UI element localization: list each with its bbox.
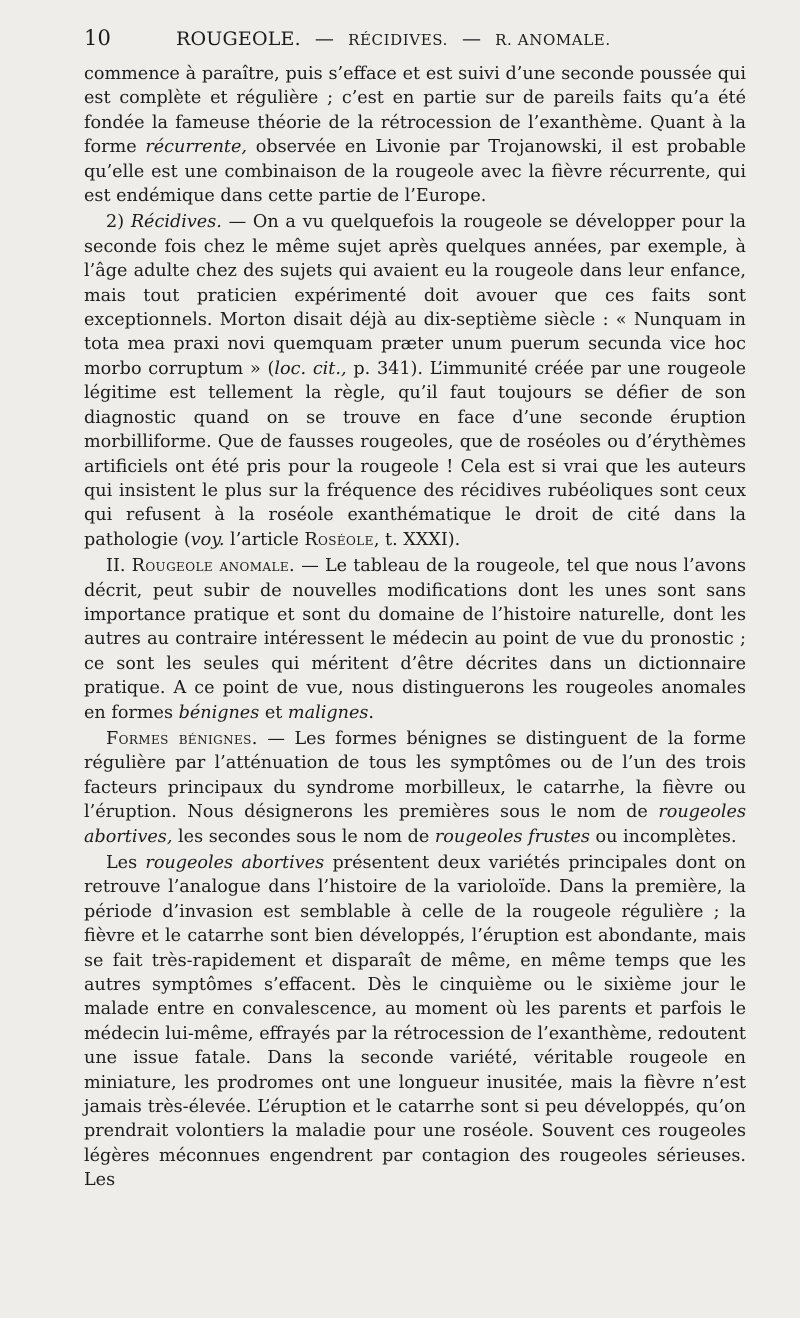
paragraph-recidives: 2) Récidives. — On a vu quelquefois la rougeole se développer pour la seconde fois chez le même sujet après quelques années, par exemple, à l’âge adulte chez des sujets qui avaient eu la rougeole dans leur enfance, mais tout praticien expérimenté doit avouer que ces faits sont exceptionnels. Morton disait déjà au dix-septième siècle : « Nunquam in tota mea praxi novi quemquam præter unum puerum secunda vice hoc morbo corruptum » (loc. cit., p. 341). L’immunité créée par une rougeole légitime est tellement la règle, qu’il faut toujours se défier de son diagnostic quand on se trouve en face d’une seconde éruption morbilliforme. Que de fausses rougeoles, que de roséoles ou d’érythèmes artificiels ont été pris pour la rougeole ! Cela est si vrai que les auteurs qui insistent le plus sur la fréquence des récidives rubéoliques sont ceux qui refusent à la roséole exanthématique le droit de cité dans la pathologie (voy. l’article Roséole, t. XXXI). [84,212,746,550]
section-title-formes-benignes: Formes bénignes. [106,728,258,749]
running-title: ROUGEOLE. [176,28,301,50]
running-head-separator: — [461,28,482,50]
paragraph-rougeole-anomale: II. Rougeole anomale. — Le tableau de la rougeole, tel que nous l’avons décrit, peut subir de nouvelles modifications dont les unes sont sans importance pratique et sont du domaine de l’histoire naturelle, dont les autres au contraire intéressent le médecin au point de vue du pronostic ; ce sont les seules qui méritent d’être décrites dans un dictionnaire pratique. A ce point de vue, nous distinguerons les rougeoles anomales en formes bénignes et malignes. [84,556,747,723]
section-title-recidives: Récidives. [130,212,222,233]
section-title-rougeole-anomale: Rougeole anomale. [131,556,296,577]
page-number: 10 [84,26,112,50]
running-head [84,26,746,62]
running-section-recidives: RÉCIDIVES. [348,31,448,49]
running-section-anomale: R. ANOMALE. [495,31,611,49]
paragraph-continuation: commence à paraître, puis s’efface et est suivi d’une seconde poussée qui est complète et régulière ; c’est en partie sur de pareils faits qu’a été fondée la fameuse théorie de la rétrocession de l’exanthème. Quant à la forme récurrente, observée en Livonie par Trojanowski, il est probable qu’elle est une combinaison de la rougeole avec la fièvre récurrente, qui est endémique dans cette partie de l’Europe. [84,64,747,207]
paragraph-formes-benignes: Formes bénignes. — Les formes bénignes se distinguent de la forme régulière par l’atténuation de tous les symptômes ou de l’un des trois facteurs principaux du syndrome morbilleux, le catarrhe, la fièvre ou l’éruption. Nous désignerons les premières sous le nom de rougeoles abortives, les secondes sous le nom de rougeoles frustes ou incomplètes. [84,728,746,847]
running-head-separator: — [314,28,335,50]
paragraph-rougeoles-abortives: Les rougeoles abortives présentent deux variétés principales dont on retrouve l’analogue dans l’histoire de la varioloïde. Dans la première, la période d’invasion est semblable à celle de la rougeole régulière ; la fièvre et le catarrhe sont bien développés, l’éruption est abondante, mais se fait très-rapidement et disparaît de même, en même temps que les autres symptômes s’effacent. Dès le cinquième ou le sixième jour le malade entre en convalescence, au moment où les parents et parfois le médecin lui-même, effrayés par la rétrocession de l’exanthème, redoutent une issue fatale. Dans la seconde variété, véritable rougeole en miniature, les prodromes ont une longueur inusitée, mais la fièvre n’est jamais très-élevée. L’éruption et le catarrhe sont si peu développés, qu’on prendrait volontiers la maladie pour une roséole. Souvent ces rougeoles légères méconnues engendrent par contagion des rougeoles sérieuses. Les [84,853,746,1191]
body-text [84,62,746,1193]
